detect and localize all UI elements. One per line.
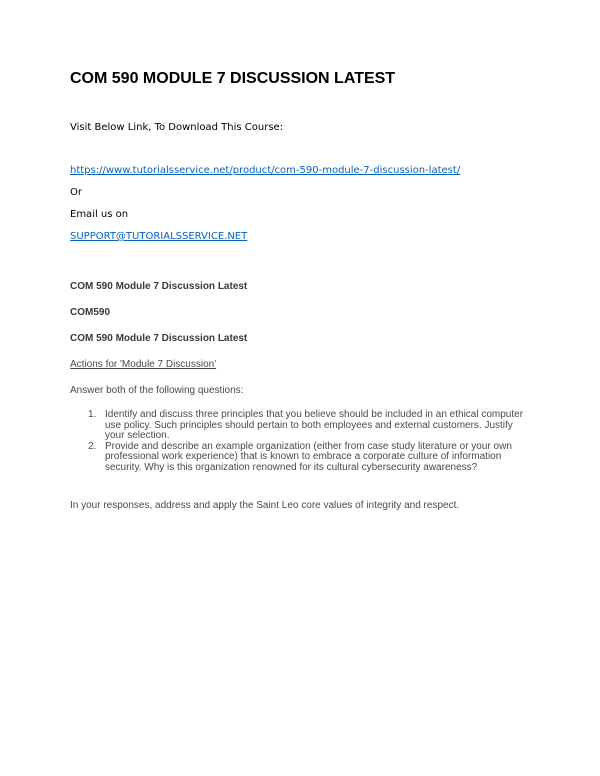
question-number: 1. bbox=[88, 409, 97, 420]
question-item bbox=[88, 410, 528, 442]
question-number: 2. bbox=[88, 440, 97, 452]
closing-text: In your responses, address and apply the Saint Leo core values of integrity and respect. bbox=[70, 500, 460, 511]
email-label: Email us on bbox=[70, 209, 129, 220]
course-code-heading: COM590 bbox=[70, 307, 111, 318]
intro-text: Visit Below Link, To Download This Course: bbox=[70, 122, 284, 133]
course-heading: COM 590 Module 7 Discussion Latest bbox=[70, 281, 248, 292]
question-text: Identify and discuss three principles that you believe should be included in an ethical computer use policy. Such principles should pertain to both employees and external customers. Justify your selection. bbox=[105, 409, 524, 441]
course-subheading: COM 590 Module 7 Discussion Latest bbox=[70, 333, 248, 344]
support-email-link[interactable]: SUPPORT@TUTORIALSSERVICE.NET bbox=[70, 231, 248, 242]
course-download-link[interactable]: https://www.tutorialsservice.net/product/com-590-module-7-discussion-latest/ bbox=[70, 165, 461, 176]
actions-module-link[interactable]: Actions for 'Module 7 Discussion' bbox=[70, 359, 217, 370]
question-item bbox=[88, 442, 528, 474]
questions-list bbox=[88, 410, 528, 473]
document-title: COM 590 MODULE 7 DISCUSSION LATEST bbox=[70, 70, 396, 87]
or-text: Or bbox=[70, 187, 82, 198]
question-text: Provide and describe an example organization (either from case study literature or your own professional work experience) that is known to embrace a corporate culture of information security. Why is this organization renowned for its cultural cybersecurity awareness? bbox=[105, 440, 512, 473]
questions-prompt: Answer both of the following questions: bbox=[70, 385, 244, 396]
